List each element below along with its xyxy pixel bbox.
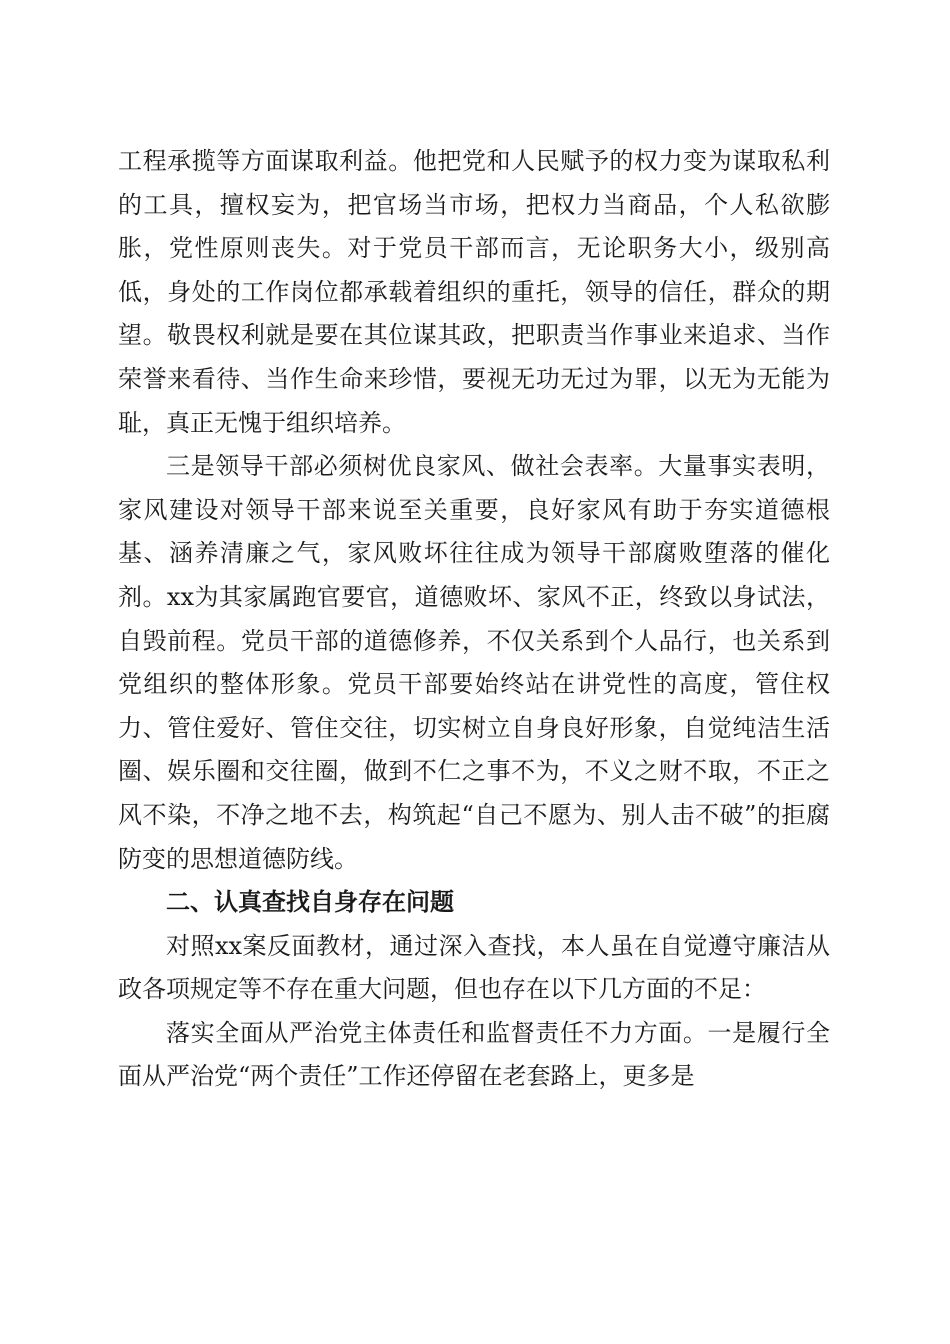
- paragraph-responsibility: 落实全面从严治党主体责任和监督责任不力方面。一是履行全面从严治党“两个责任”工作还停留在老套路上，更多是: [118, 1018, 830, 1091]
- document-body: [118, 140, 830, 1099]
- paragraph-family-style: 三是领导干部必须树优良家风、做社会表率。大量事实表明，家风建设对领导干部来说至关重要，良好家风有助于夯实道德根基、涵养清廉之气，家风败坏往往成为领导干部腐败堕落的催化剂。xx为其家属跑官要官，道德败坏、家风不正，终致以身试法，自毁前程。党员干部的道德修养，不仅关系到个人品行，也关系到党组织的整体形象。党员干部要始终站在讲党性的高度，管住权力、管住爱好、管住交往，切实树立自身良好形象，自觉纯洁生活圈、娱乐圈和交往圈，做到不仁之事不为，不义之财不取，不正之风不染，不净之地不去，构筑起“自己不愿为、别人击不破”的拒腐防变的思想道德防线。: [118, 452, 830, 873]
- paragraph-continuation: 工程承揽等方面谋取利益。他把党和人民赋予的权力变为谋取私利的工具，擅权妄为，把官场当市场，把权力当商品，个人私欲膨胀，党性原则丧失。对于党员干部而言，无论职务大小，级别高低，身处的工作岗位都承载着组织的重托，领导的信任，群众的期望。敬畏权利就是要在其位谋其政，把职责当作事业来追求、当作荣誉来看待、当作生命来珍惜，要视无功无过为罪，以无为无能为耻，真正无愧于组织培养。: [118, 147, 830, 437]
- section-heading: 二、认真查找自身存在问题: [166, 888, 454, 917]
- paragraph-self-check: 对照xx案反面教材，通过深入查找，本人虽在自觉遵守廉洁从政各项规定等不存在重大问题，但也存在以下几方面的不足：: [118, 931, 830, 1004]
